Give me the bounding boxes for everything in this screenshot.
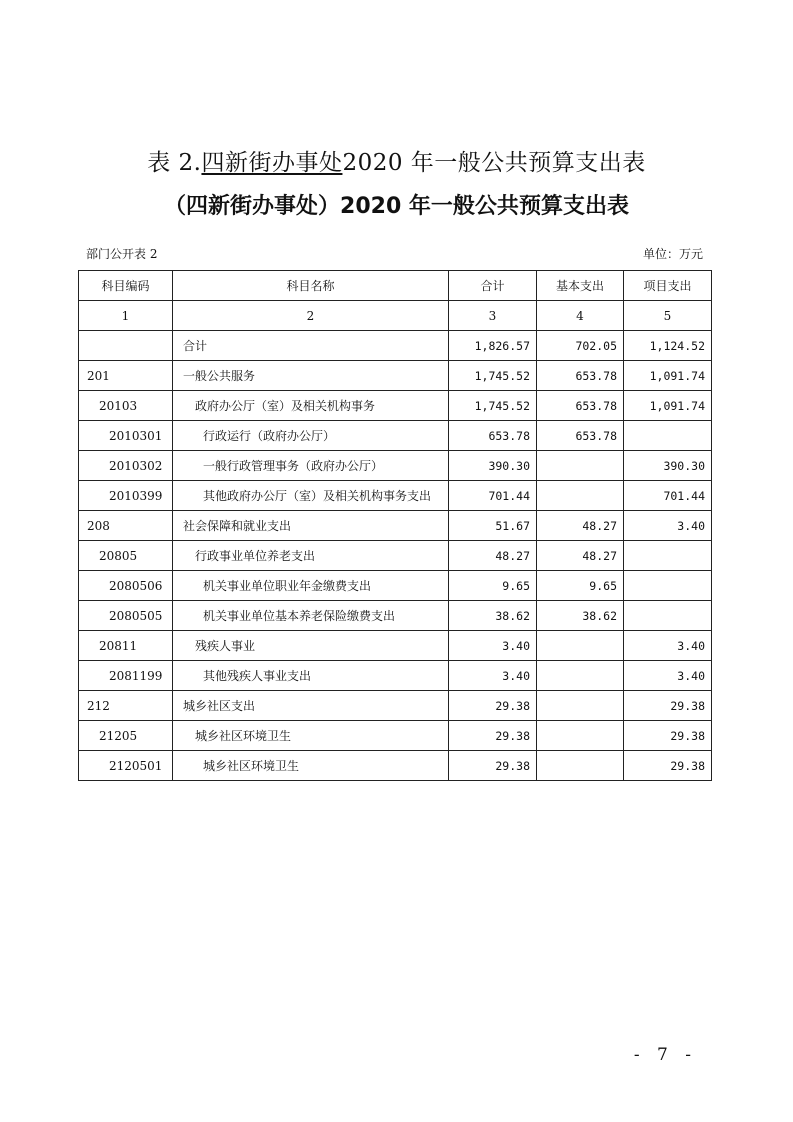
cell-total: 1,745.52	[449, 361, 537, 391]
cell-name: 城乡社区环境卫生	[173, 751, 449, 781]
cell-total: 390.30	[449, 451, 537, 481]
table-row	[79, 511, 712, 541]
cell-name: 政府办公厅（室）及相关机构事务	[173, 391, 449, 421]
cell-total: 9.65	[449, 571, 537, 601]
cell-total: 1,745.52	[449, 391, 537, 421]
cell-total: 701.44	[449, 481, 537, 511]
cell-name: 城乡社区环境卫生	[173, 721, 449, 751]
cell-total: 29.38	[449, 691, 537, 721]
table-row	[79, 451, 712, 481]
table-row	[79, 361, 712, 391]
table-row	[79, 391, 712, 421]
cell-basic	[537, 481, 624, 511]
table-row	[79, 571, 712, 601]
form-label: 部门公开表 2	[86, 247, 158, 261]
cell-total: 29.38	[449, 751, 537, 781]
cell-total: 38.62	[449, 601, 537, 631]
cell-basic: 653.78	[537, 421, 624, 451]
cell-code: 21205	[79, 721, 173, 751]
cell-basic: 653.78	[537, 361, 624, 391]
index-cell: 3	[449, 301, 537, 331]
cell-basic: 48.27	[537, 511, 624, 541]
table-row	[79, 331, 712, 361]
cell-code	[79, 331, 173, 361]
title-suffix: 2020 年一般公共预算支出表	[342, 150, 646, 176]
cell-basic: 38.62	[537, 601, 624, 631]
table-row	[79, 721, 712, 751]
cell-project: 3.40	[624, 631, 712, 661]
cell-project: 3.40	[624, 661, 712, 691]
cell-basic: 9.65	[537, 571, 624, 601]
cell-name: 行政运行（政府办公厅）	[173, 421, 449, 451]
header-basic: 基本支出	[537, 271, 624, 301]
cell-code: 2010399	[79, 481, 173, 511]
cell-name: 行政事业单位养老支出	[173, 541, 449, 571]
cell-code: 2080505	[79, 601, 173, 631]
cell-code: 201	[79, 361, 173, 391]
table-body	[79, 331, 712, 781]
cell-code: 2120501	[79, 751, 173, 781]
cell-code: 2010302	[79, 451, 173, 481]
page-number: - 7 -	[633, 1045, 697, 1065]
cell-project	[624, 541, 712, 571]
table-row	[79, 751, 712, 781]
cell-code: 20811	[79, 631, 173, 661]
index-row	[79, 301, 712, 331]
cell-name: 一般行政管理事务（政府办公厅）	[173, 451, 449, 481]
budget-table	[78, 270, 712, 781]
cell-code: 2081199	[79, 661, 173, 691]
cell-basic: 702.05	[537, 331, 624, 361]
title-prefix: 表 2.	[147, 150, 202, 176]
cell-name: 一般公共服务	[173, 361, 449, 391]
index-cell: 4	[537, 301, 624, 331]
cell-total: 1,826.57	[449, 331, 537, 361]
table-row	[79, 691, 712, 721]
header-row	[79, 271, 712, 301]
index-cell: 1	[79, 301, 173, 331]
cell-project: 390.30	[624, 451, 712, 481]
cell-code: 2080506	[79, 571, 173, 601]
cell-basic	[537, 721, 624, 751]
cell-project	[624, 421, 712, 451]
title-unit-name: 四新街办事处	[201, 150, 343, 176]
cell-basic	[537, 751, 624, 781]
cell-total: 3.40	[449, 661, 537, 691]
cell-total: 29.38	[449, 721, 537, 751]
cell-code: 212	[79, 691, 173, 721]
index-cell: 2	[173, 301, 449, 331]
cell-code: 20805	[79, 541, 173, 571]
table-row	[79, 631, 712, 661]
table-row	[79, 601, 712, 631]
cell-name: 合计	[173, 331, 449, 361]
cell-total: 48.27	[449, 541, 537, 571]
header-project: 项目支出	[624, 271, 712, 301]
cell-basic: 48.27	[537, 541, 624, 571]
cell-basic	[537, 661, 624, 691]
cell-project: 1,124.52	[624, 331, 712, 361]
cell-total: 3.40	[449, 631, 537, 661]
cell-project	[624, 601, 712, 631]
cell-basic	[537, 631, 624, 661]
cell-project: 1,091.74	[624, 391, 712, 421]
cell-project: 29.38	[624, 751, 712, 781]
table-row	[79, 481, 712, 511]
cell-basic	[537, 691, 624, 721]
cell-name: 其他残疾人事业支出	[173, 661, 449, 691]
cell-project: 29.38	[624, 721, 712, 751]
cell-code: 2010301	[79, 421, 173, 451]
document-title	[0, 144, 793, 177]
table-row	[79, 541, 712, 571]
index-cell: 5	[624, 301, 712, 331]
header-code: 科目编码	[79, 271, 173, 301]
cell-basic: 653.78	[537, 391, 624, 421]
document-subtitle: （四新街办事处）2020 年一般公共预算支出表	[164, 194, 629, 219]
cell-total: 51.67	[449, 511, 537, 541]
cell-project: 1,091.74	[624, 361, 712, 391]
cell-name: 残疾人事业	[173, 631, 449, 661]
cell-total: 653.78	[449, 421, 537, 451]
header-name: 科目名称	[173, 271, 449, 301]
cell-basic	[537, 451, 624, 481]
cell-project: 701.44	[624, 481, 712, 511]
cell-code: 208	[79, 511, 173, 541]
unit-label: 单位：万元	[642, 247, 703, 261]
cell-project: 29.38	[624, 691, 712, 721]
cell-name: 机关事业单位职业年金缴费支出	[173, 571, 449, 601]
table-row	[79, 421, 712, 451]
header-total: 合计	[449, 271, 537, 301]
cell-project	[624, 571, 712, 601]
cell-name: 城乡社区支出	[173, 691, 449, 721]
table-row	[79, 661, 712, 691]
cell-name: 机关事业单位基本养老保险缴费支出	[173, 601, 449, 631]
cell-project: 3.40	[624, 511, 712, 541]
cell-code: 20103	[79, 391, 173, 421]
cell-name: 社会保障和就业支出	[173, 511, 449, 541]
cell-name: 其他政府办公厅（室）及相关机构事务支出	[173, 481, 449, 511]
